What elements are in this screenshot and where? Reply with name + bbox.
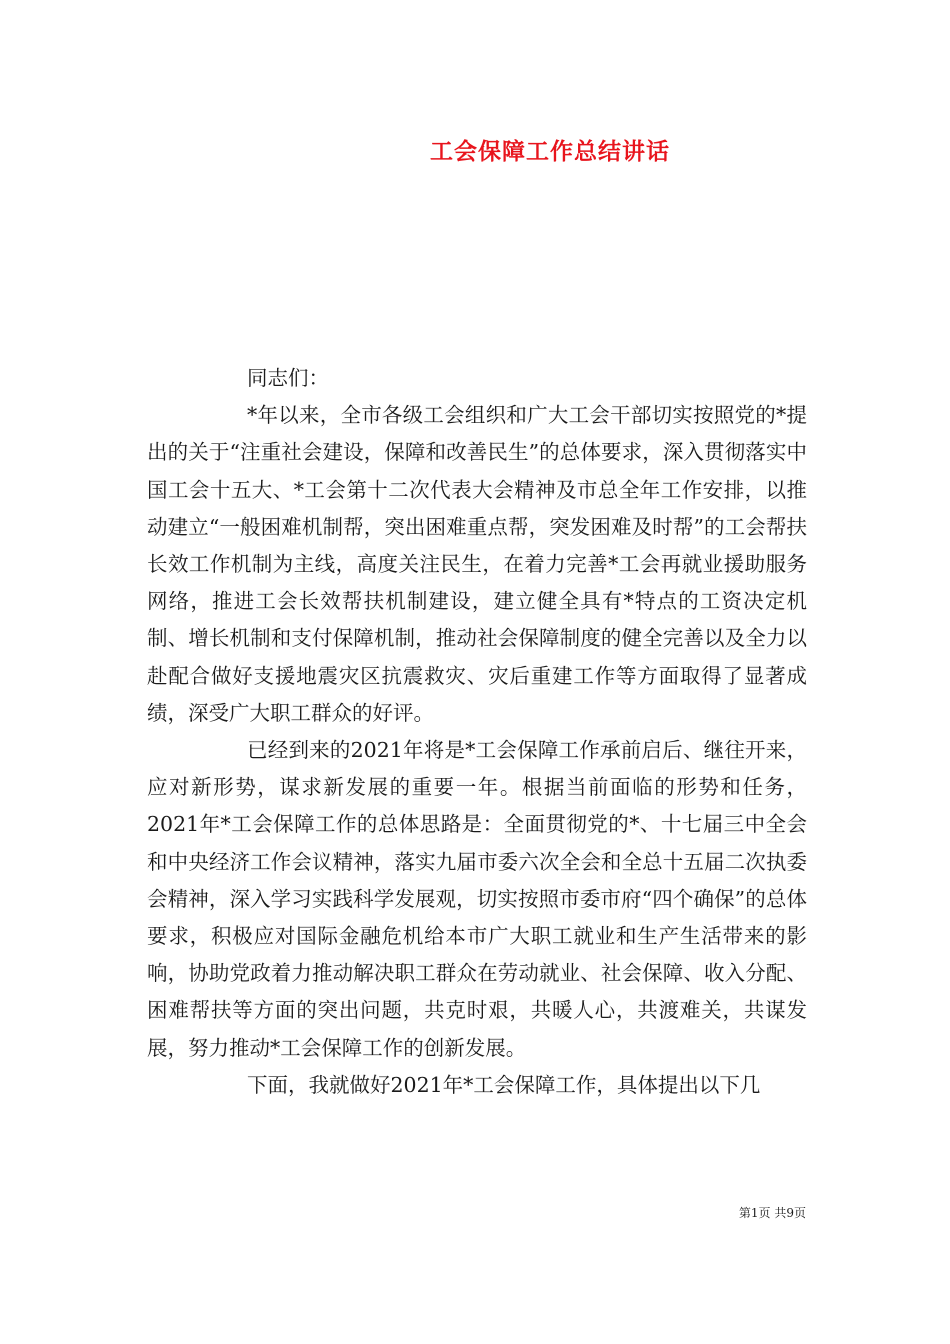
document-title-wrap <box>0 133 950 166</box>
paragraph: *年以来，全市各级工会组织和广大工会干部切实按照党的*提出的关于“注重社会建设，保障和改善民生”的总体要求，深入贯彻落实中国工会十五大、*工会第十二次代表大会精神及市总全年工作安排，以推动建立“一般困难机制帮，突出困难重点帮，突发困难及时帮”的工会帮扶长效工作机制为主线，高度关注民生，在着力完善*工会再就业援助服务网络，推进工会长效帮扶机制建设，建立健全具有*特点的工资决定机制、增长机制和支付保障机制，推动社会保障制度的健全完善以及全力以赴配合做好支援地震灾区抗震救灾、灾后重建工作等方面取得了显著成绩，深受广大职工群众的好评。 <box>147 403 807 725</box>
document-title: 工会保障工作总结讲话 <box>430 139 670 165</box>
page-number: 第1页 共9页 <box>738 1206 806 1220</box>
greeting: 同志们： <box>247 366 329 390</box>
paragraph: 下面，我就做好2021年*工会保障工作，具体提出以下几 <box>247 1072 761 1097</box>
document-body <box>147 360 807 1104</box>
paragraph: 已经到来的2021年将是*工会保障工作承前启后、继往开来，应对新形势，谋求新发展的重要一年。根据当前面临的形势和任务，2021年*工会保障工作的总体思路是：全面贯彻党的*、十七届三中全会和中央经济工作会议精神，落实九届市委六次全会和全总十五届二次执委会精神，深入学习实践科学发展观，切实按照市委市府“四个确保”的总体要求，积极应对国际金融危机给本市广大职工就业和生产生活带来的影响，协助党政着力推动解决职工群众在劳动就业、社会保障、收入分配、困难帮扶等方面的突出问题，共克时艰，共暖人心，共渡难关，共谋发展，努力推动*工会保障工作的创新发展。 <box>147 738 807 1060</box>
